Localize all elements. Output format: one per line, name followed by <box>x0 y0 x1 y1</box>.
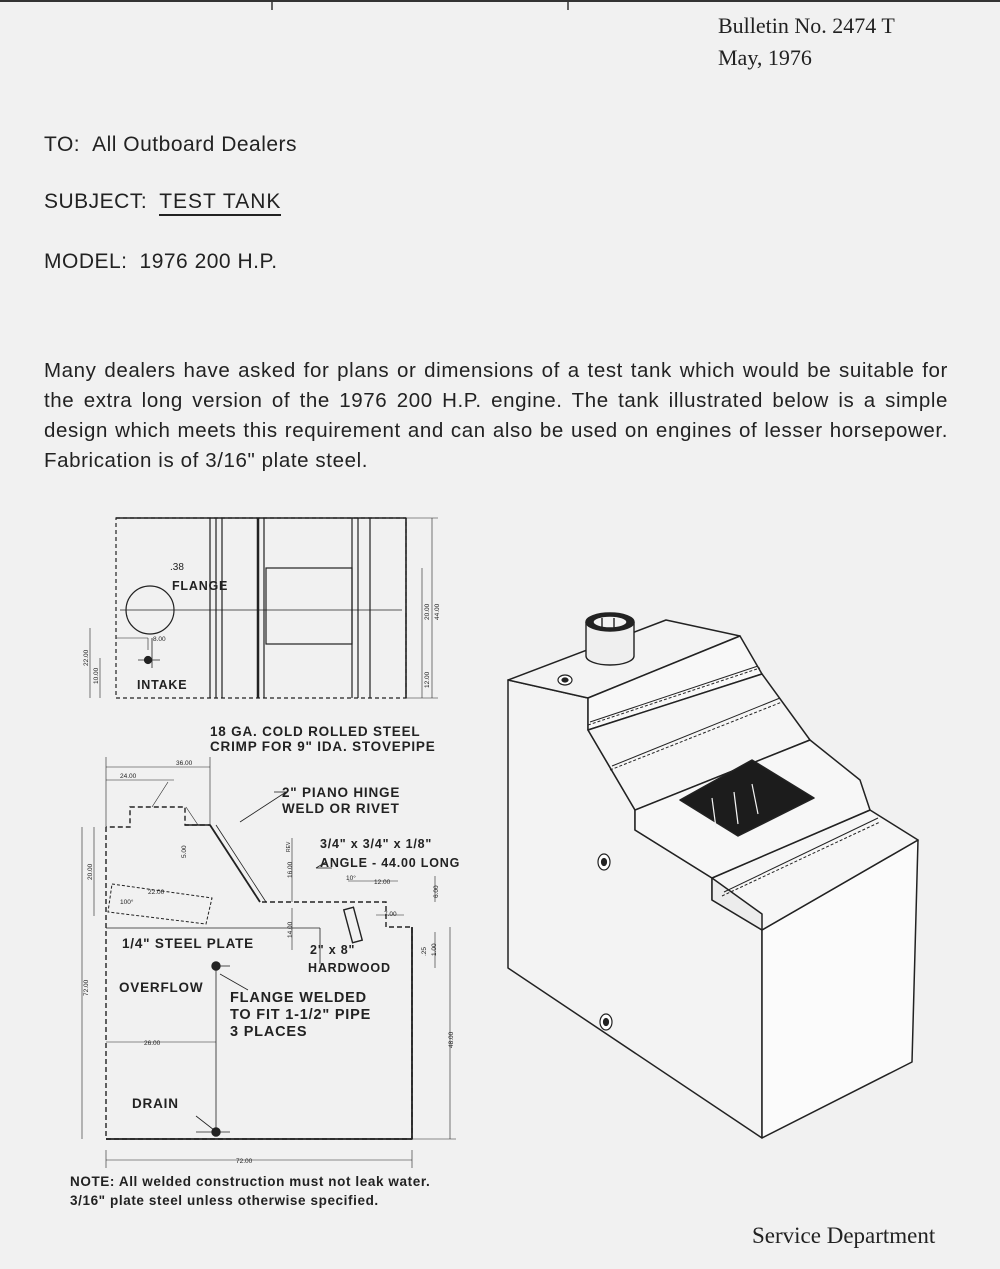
dim-top-10: 10.00 <box>93 667 100 684</box>
model-value: 1976 200 H.P. <box>139 250 278 273</box>
dim-top-20: 20.00 <box>424 603 431 620</box>
model-line <box>44 250 278 274</box>
dim-6: 6.00 <box>433 885 440 898</box>
isometric-tank-drawing <box>490 600 960 1160</box>
dim-top-22: 22.00 <box>83 649 90 666</box>
intro-paragraph: Many dealers have asked for plans or dimensions of a test tank which would be suitable for the extra long version of the 1976 200 H.P. engine. The tank illustrated below is a simple design which meets this requirement and can also be used on engines of lesser horsepower. Fabrication is of 3/16" plate steel. <box>44 359 948 472</box>
note-line-2: 3/16" plate steel unless otherwise specified. <box>70 1193 379 1208</box>
dim-1: 1.00 <box>431 943 438 956</box>
callout-hinge-1: 2" PIANO HINGE <box>282 785 401 800</box>
dim-7: 7.00 <box>384 911 397 918</box>
side-view-drawing <box>70 712 510 1172</box>
callout-steel-plate: 1/4" STEEL PLATE <box>122 936 254 951</box>
to-label: TO: <box>44 133 81 156</box>
dim-22: 22.00 <box>148 889 165 896</box>
dim-top-8: 8.00 <box>153 636 166 643</box>
dim-025: .25 <box>421 946 428 956</box>
to-line <box>44 133 297 157</box>
footer-department: Service Department <box>752 1223 936 1248</box>
intake-label: INTAKE <box>137 678 188 692</box>
callout-hardwood-2: HARDWOOD <box>308 961 391 975</box>
dim-rev: REV <box>286 841 292 852</box>
dim-100: 100° <box>120 899 134 906</box>
bulletin-date: May, 1976 <box>718 45 812 70</box>
callout-overflow: OVERFLOW <box>119 980 204 995</box>
model-label: MODEL: <box>44 250 128 273</box>
dim-72-horiz: 72.00 <box>236 1158 253 1165</box>
dim-14: 14.00 <box>287 921 294 938</box>
dim-top-12: 12.00 <box>424 671 431 688</box>
dim-72-vert: 72.00 <box>83 979 90 996</box>
dim-26: 26.00 <box>144 1040 161 1047</box>
callout-flange-welded-2: TO FIT 1-1/2" PIPE <box>230 1007 372 1023</box>
bulletin-block <box>718 10 895 74</box>
dim-12: 12.00 <box>374 879 391 886</box>
note-line-1: NOTE: All welded construction must not leak water. <box>70 1174 431 1189</box>
callout-flange-welded-3: 3 PLACES <box>230 1024 308 1040</box>
flange-dim: .38 <box>170 562 184 573</box>
callout-stovepipe-2: CRIMP FOR 9" IDA. STOVEPIPE <box>210 739 436 754</box>
flange-label: FLANGE <box>172 579 229 593</box>
subject-line <box>44 190 281 214</box>
subject-value: TEST TANK <box>159 190 281 216</box>
dim-36: 36.00 <box>176 760 193 767</box>
dim-16: 16.00 <box>287 861 294 878</box>
callout-drain: DRAIN <box>132 1096 179 1111</box>
callout-stovepipe-1: 18 GA. COLD ROLLED STEEL <box>210 724 421 739</box>
bulletin-number: Bulletin No. 2474 T <box>718 13 895 38</box>
subject-label: SUBJECT: <box>44 190 148 213</box>
note-block <box>70 1172 430 1210</box>
dim-5: 5.00 <box>181 845 188 858</box>
top-view-drawing <box>80 508 460 708</box>
dim-top-44: 44.00 <box>434 603 441 620</box>
dim-24: 24.00 <box>120 773 137 780</box>
dim-48: 48.00 <box>448 1031 455 1048</box>
dim-20: 20.00 <box>87 863 94 880</box>
callout-angle-2: ANGLE - 44.00 LONG <box>320 856 461 870</box>
callout-hinge-2: WELD OR RIVET <box>282 801 400 816</box>
callout-angle-1: 3/4" x 3/4" x 1/8" <box>320 837 433 851</box>
dim-10deg: 10° <box>346 875 356 882</box>
callout-flange-welded-1: FLANGE WELDED <box>230 990 367 1006</box>
to-value: All Outboard Dealers <box>92 133 298 156</box>
callout-hardwood-1: 2" x 8" <box>310 943 356 957</box>
